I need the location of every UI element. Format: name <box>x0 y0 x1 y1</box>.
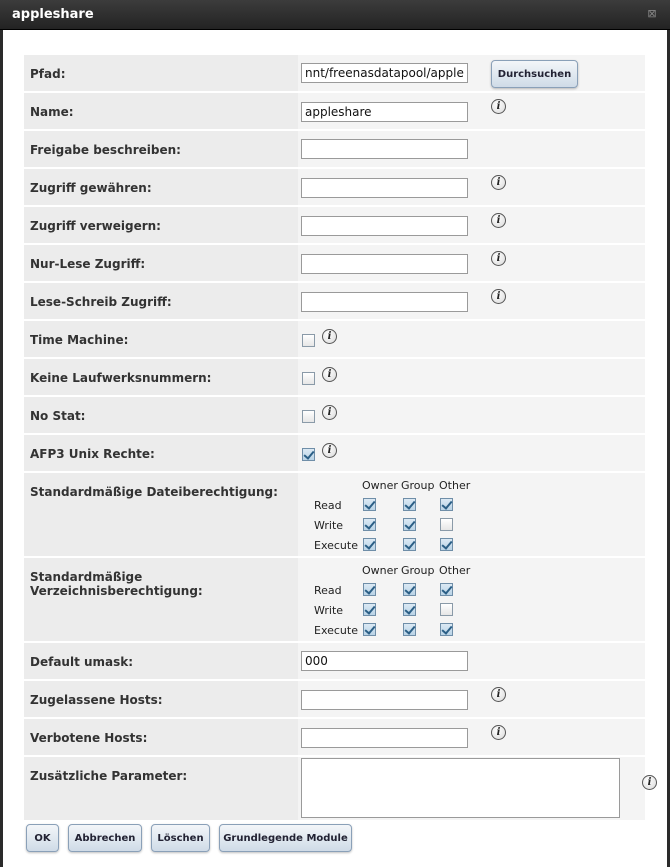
label-datei-perm: Standardmäßige Dateiberechtigung: <box>30 485 278 499</box>
row-time-machine-value <box>298 321 645 357</box>
perm-header-owner: Owner <box>362 564 398 577</box>
file-perm-other-execute-checkbox[interactable] <box>440 538 453 551</box>
name-input[interactable] <box>301 102 468 122</box>
info-icon[interactable]: i <box>322 443 337 458</box>
row-datei-perm <box>24 473 298 556</box>
row-nur-lese <box>24 245 298 281</box>
dir-perm-group-execute-checkbox[interactable] <box>403 623 416 636</box>
label-zusaetzlich: Zusätzliche Parameter: <box>30 769 188 783</box>
info-icon[interactable]: i <box>322 329 337 344</box>
row-zugelassene <box>24 681 298 717</box>
row-afp3-value <box>298 435 645 471</box>
umask-input[interactable] <box>301 651 468 671</box>
pfad-input[interactable] <box>301 63 468 83</box>
row-afp3 <box>24 435 298 471</box>
label-no-stat: No Stat: <box>30 409 86 423</box>
afp3-checkbox[interactable] <box>302 448 315 461</box>
file-perm-owner-execute-checkbox[interactable] <box>363 538 376 551</box>
zugriff-gewaehren-input[interactable] <box>301 178 468 198</box>
zusaetzliche-parameter-textarea[interactable] <box>301 758 620 818</box>
perm-header-group: Group <box>401 564 435 577</box>
info-icon[interactable]: i <box>322 405 337 420</box>
label-zugriff-verweigern: Zugriff verweigern: <box>30 219 161 233</box>
row-time-machine <box>24 321 298 357</box>
row-keine-laufwerk <box>24 359 298 395</box>
info-icon[interactable]: i <box>642 775 657 790</box>
dir-perm-other-read-checkbox[interactable] <box>440 583 453 596</box>
file-perm-other-read-checkbox[interactable] <box>440 498 453 511</box>
label-zugelassene: Zugelassene Hosts: <box>30 693 163 707</box>
verbotene-hosts-input[interactable] <box>301 728 468 748</box>
zugelassene-hosts-input[interactable] <box>301 690 468 710</box>
perm-label-execute: Execute <box>314 539 358 552</box>
info-icon[interactable]: i <box>491 687 506 702</box>
info-icon[interactable]: i <box>491 175 506 190</box>
row-zusaetzlich <box>24 757 298 820</box>
perm-label-write: Write <box>314 604 344 617</box>
perm-label-write: Write <box>314 519 344 532</box>
delete-button[interactable]: Löschen <box>151 824 210 852</box>
ok-button[interactable]: OK <box>26 824 59 852</box>
cancel-button[interactable]: Abbrechen <box>68 824 142 852</box>
lese-schreib-input[interactable] <box>301 292 468 312</box>
perm-label-read: Read <box>314 584 342 597</box>
dir-perm-owner-read-checkbox[interactable] <box>363 583 376 596</box>
time-machine-checkbox[interactable] <box>302 334 315 347</box>
perm-label-execute: Execute <box>314 624 358 637</box>
dir-perm-other-write-checkbox[interactable] <box>440 603 453 616</box>
row-umask <box>24 643 298 679</box>
basic-modules-button[interactable]: Grundlegende Module <box>219 824 352 852</box>
info-icon[interactable]: i <box>491 213 506 228</box>
info-icon[interactable]: i <box>322 367 337 382</box>
row-name <box>24 93 298 129</box>
perm-label-read: Read <box>314 499 342 512</box>
info-icon[interactable]: i <box>491 99 506 114</box>
close-icon[interactable]: ⊠ <box>647 7 657 20</box>
browse-button[interactable]: Durchsuchen <box>491 60 578 88</box>
perm-header-other: Other <box>439 479 471 492</box>
label-afp3: AFP3 Unix Rechte: <box>30 447 155 461</box>
label-lese-schreib: Lese-Schreib Zugriff: <box>30 295 172 309</box>
row-pfad <box>24 55 298 91</box>
label-time-machine: Time Machine: <box>30 333 129 347</box>
file-perm-owner-read-checkbox[interactable] <box>363 498 376 511</box>
label-verbotene: Verbotene Hosts: <box>30 731 148 745</box>
row-freigabe <box>24 131 298 167</box>
dir-perm-other-execute-checkbox[interactable] <box>440 623 453 636</box>
zugriff-verweigern-input[interactable] <box>301 216 468 236</box>
window-title: appleshare <box>12 7 94 22</box>
info-icon[interactable]: i <box>491 289 506 304</box>
label-name: Name: <box>30 105 74 119</box>
label-verz-perm: Standardmäßige Verzeichnisberechtigung: <box>30 570 203 598</box>
file-perm-group-read-checkbox[interactable] <box>403 498 416 511</box>
label-keine-laufwerk: Keine Laufwerksnummern: <box>30 371 212 385</box>
no-stat-checkbox[interactable] <box>302 410 315 423</box>
row-verz-perm <box>24 558 298 641</box>
file-perm-group-write-checkbox[interactable] <box>403 518 416 531</box>
perm-header-group: Group <box>401 479 435 492</box>
dir-perm-group-write-checkbox[interactable] <box>403 603 416 616</box>
row-no-stat <box>24 397 298 433</box>
file-perm-other-write-checkbox[interactable] <box>440 518 453 531</box>
row-zugriff-gewaehren <box>24 169 298 205</box>
keine-laufwerk-checkbox[interactable] <box>302 372 315 385</box>
perm-header-owner: Owner <box>362 479 398 492</box>
row-lese-schreib <box>24 283 298 319</box>
file-perm-owner-write-checkbox[interactable] <box>363 518 376 531</box>
row-zugriff-verweigern <box>24 207 298 243</box>
title-bar <box>0 0 670 30</box>
info-icon[interactable]: i <box>491 251 506 266</box>
label-zugriff-gewaehren: Zugriff gewähren: <box>30 181 152 195</box>
file-perm-group-execute-checkbox[interactable] <box>403 538 416 551</box>
dir-perm-owner-write-checkbox[interactable] <box>363 603 376 616</box>
label-freigabe: Freigabe beschreiben: <box>30 143 181 157</box>
frame-left <box>0 30 3 867</box>
label-nur-lese: Nur-Lese Zugriff: <box>30 257 146 271</box>
row-no-stat-value <box>298 397 645 433</box>
row-keine-laufwerk-value <box>298 359 645 395</box>
perm-header-other: Other <box>439 564 471 577</box>
dir-perm-group-read-checkbox[interactable] <box>403 583 416 596</box>
row-verbotene <box>24 719 298 755</box>
label-pfad: Pfad: <box>30 67 66 81</box>
label-umask: Default umask: <box>30 655 134 669</box>
freigabe-input[interactable] <box>301 139 468 159</box>
info-icon[interactable]: i <box>491 725 506 740</box>
dir-perm-owner-execute-checkbox[interactable] <box>363 623 376 636</box>
nur-lese-input[interactable] <box>301 254 468 274</box>
